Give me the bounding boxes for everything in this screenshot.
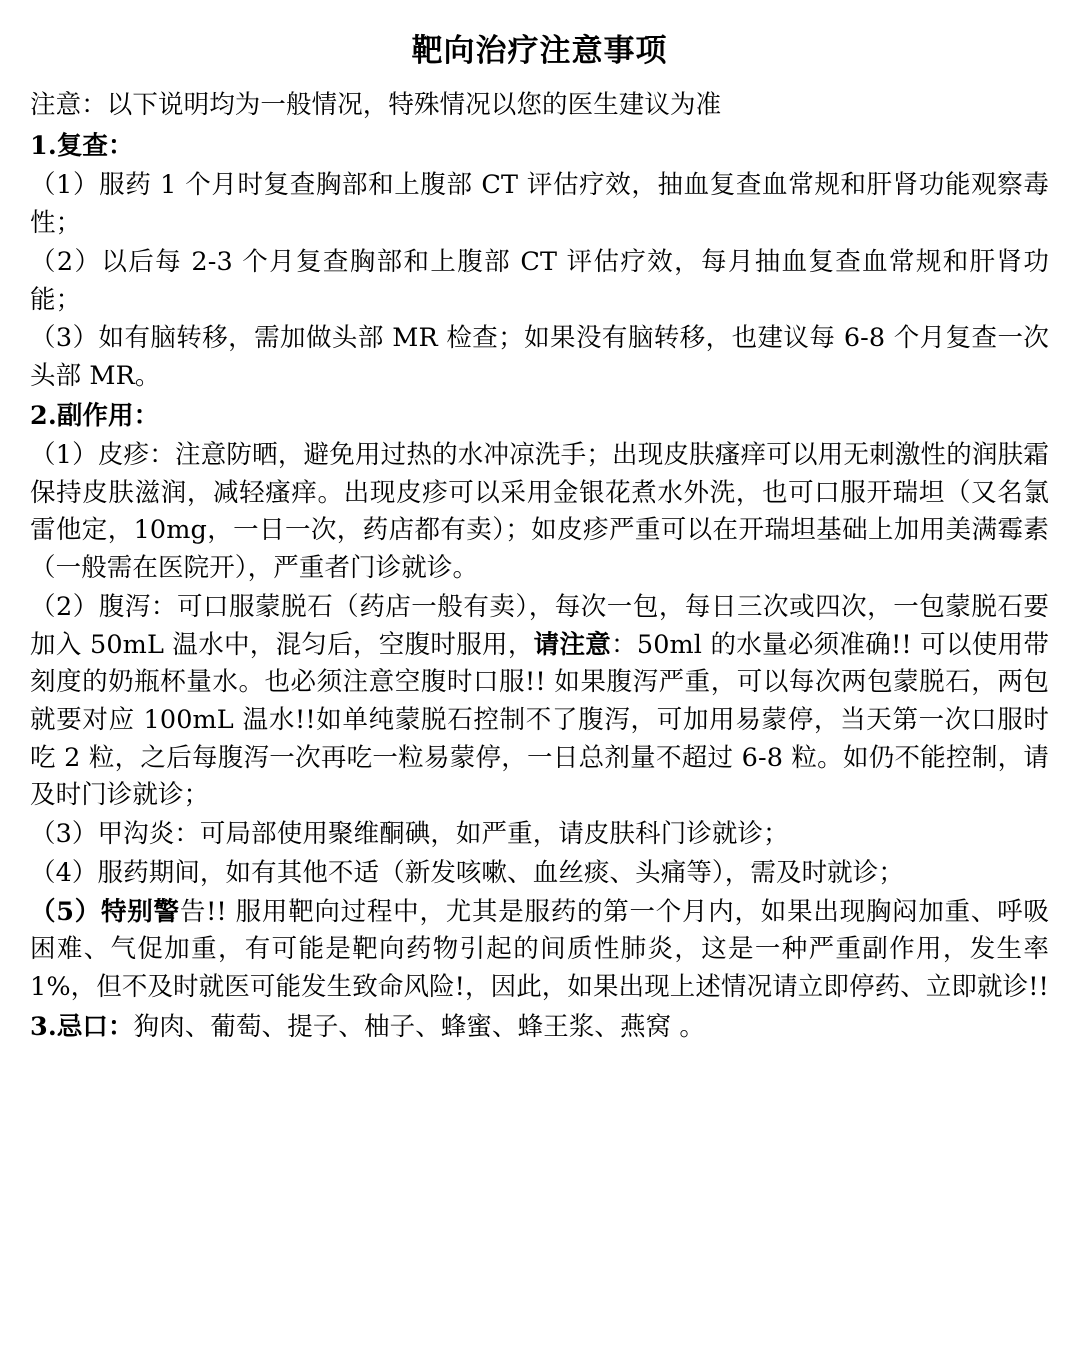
section-heading-side-effects: 2.副作用： <box>30 400 160 431</box>
review-item-3: （3）如有脑转移，需加做头部 MR 检查；如果没有脑转移，也建议每 6-8 个月复查一次头部 MR。 <box>30 323 1049 392</box>
side-effect-item-other: （4）服药期间，如有其他不适（新发咳嗽、血丝痰、头痛等），需及时就诊； <box>30 857 904 888</box>
section-dietary-restrictions <box>30 1009 1049 1047</box>
page-title: 靶向治疗注意事项 <box>411 33 668 69</box>
diarrhea-emphasis: 请注意 <box>533 629 612 660</box>
side-effect-item-warning <box>30 894 1049 1007</box>
warning-prefix: （5） <box>30 896 102 927</box>
notice-line: 注意：以下说明均为一般情况，特殊情况以您的医生建议为准 <box>30 89 722 120</box>
dietary-text: 狗肉、葡萄、提子、柚子、蜂蜜、蜂王浆、燕窝 。 <box>133 1011 706 1042</box>
side-effect-item-paronychia: （3）甲沟炎：可局部使用聚维酮碘，如严重，请皮肤科门诊就诊； <box>30 819 789 850</box>
review-item-1: （1）服药 1 个月时复查胸部和上腹部 CT 评估疗效，抽血复查血常规和肝肾功能观察毒性； <box>30 170 1049 239</box>
review-item-2: （2）以后每 2-3 个月复查胸部和上腹部 CT 评估疗效，每月抽血复查血常规和肝肾功能； <box>30 246 1049 315</box>
side-effect-item-diarrhea <box>30 589 1049 815</box>
warning-rest: 告!! 服用靶向过程中，尤其是服药的第一个月内，如果出现胸闷加重、呼吸困难、气促加重，有可能是靶向药物引起的间质性肺炎，这是一种严重副作用，发生率 1%，但不及时就医可能发生致命风险!，因此，如果出现上述情况请立即停药、立即就诊!! <box>30 896 1049 1003</box>
warning-emphasis: 特别警 <box>101 896 180 927</box>
side-effect-item-rash: （1）皮疹：注意防晒，避免用过热的水冲凉洗手；出现皮肤瘙痒可以用无刺激性的润肤霜保持皮肤滋润，减轻瘙痒。出现皮疹可以采用金银花煮水外洗，也可口服开瑞坦（又名氯雷他定，10mg，一日一次，药店都有卖）；如皮疹严重可以在开瑞坦基础上加用美满霉素（一般需在医院开），严重者门诊就诊。 <box>30 439 1049 584</box>
diarrhea-text-part1: （2）腹泻：可口服蒙脱石（药店一般有卖），每次一包，每日三次或四次，一包蒙脱石要加入 50mL 温水中，混匀后，空腹时服用， <box>30 591 1049 660</box>
section-heading-review: 1.复查： <box>30 131 134 162</box>
diarrhea-text-part2: ：50ml 的水量必须准确!! 可以使用带刻度的奶瓶杯量水。也必须注意空腹时口服!! 如果腹泻严重，可以每次两包蒙脱石，两包就要对应 100mL 温水!!如单纯蒙脱石控制不了腹泻，可加用易蒙停，当天第一次口服时吃 2 粒，之后每腹泻一次再吃一粒易蒙停，一日总剂量不超过 6-8 粒。如仍不能控制，请及时门诊就诊； <box>30 629 1049 811</box>
dietary-heading: 3.忌口： <box>30 1011 134 1042</box>
